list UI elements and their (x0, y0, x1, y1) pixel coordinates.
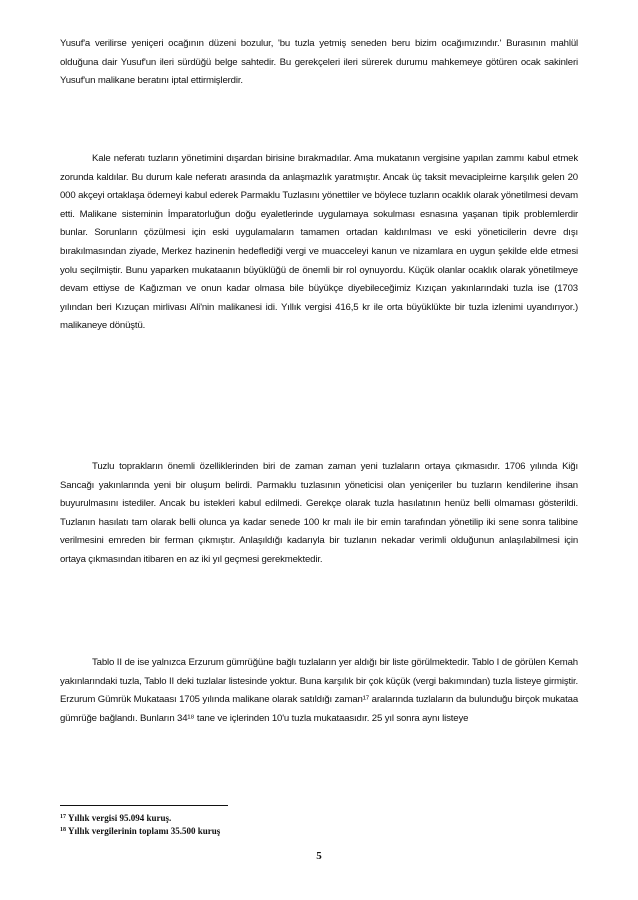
footnotes (60, 812, 460, 837)
footnote-17 (60, 812, 460, 825)
paragraph-1: Yusuf'a verilirse yeniçeri ocağının düzeni bozulur, 'bu tuzla yetmiş seneden beru bizim ocağımızındır.' Burasının mahlül olduğuna dair Yusuf'un ileri sürdüğü belge sahtedir. Bu gerekçeleri ileri sürerek durumu mahkemeye götüren ocak sakinleri Yusuf'un malikane beratını iptal ettirmişlerdir. (60, 38, 578, 87)
footnote-18-number: 18 (60, 826, 66, 833)
footnote-separator (60, 805, 228, 806)
page-number: 5 (316, 850, 322, 862)
paragraph-3: Tuzlu toprakların önemli özelliklerinden biri de zaman zaman yeni tuzlaların ortaya çıkmasıdır. 1706 yılında Kiğı Sancağı yakınlarında yeni bir oluşum belirdi. Parmaklu tuzlasının yöneticisi olan yeniçeriler bu tuzların kendilerine ihsan buyurulmasını istediler. Ancak bu istekleri kabul edilmedi. Gerekçe olarak tuzla hasılatının henüz belli olmaması gösterildi. Tuzlanın hasılatı tam olarak belli olunca ya kadar senede 100 kr malı ile bir emin tarafından yönetilip iki sene sonra talibine verilmesini emreden bir ferman çıkmıştır. Anlaşıldığı kadarıyla bir tuzlanın nekadar verimli olduğunun anlaşılabilmesi için ortaya çıkmasından itibaren en az iki yıl geçmesi gerekmektedir. (60, 461, 578, 565)
footnote-17-number: 17 (60, 814, 66, 820)
paragraph-2: Kale neferatı tuzların yönetimini dışardan birisine bırakmadılar. Ama mukatanın vergisine yapılan zammı kabul etmek zorunda kaldılar. Bu durum kale neferatı arasında da anlaşmazlık yaratmıştır. Ancak üç taksit mevacipleirne karşılık gelen 20 000 akçeyi ortaklaşa ödemeyi kabul ederek Parmaklu Tuzlasını yönettiler ve böylece tuzların ocaklık olarak yönetilmesi devam etti. Malikane sisteminin İmparatorluğun doğu eyaletlerinde uygulamaya sokulması esnasına yaşanan tipik problemlerdir bunlar. Sorunların çözülmesi için eski uygulamaların tamamen ortadan kaldırılması ve eski yöneticilerin devre dışı bırakılmasından ziyade, Merkez hazinenin hedeflediği vergi ve muacceleyi kanun ve nizamlara en uygun şekilde elde etmesi yolu seçilmiştir. Bunu yaparken mukataanın büyüklüğü de önemli bir rol oynuyordu. Küçük olanlar ocaklık olarak yönetilmeye devam ettiyse de Kağızman ve onun kadar olmasa bile büyükçe diyebileceğimiz Kızıçan yakınlarındaki tuzla ise (1703 yılından beri Kızuçan mirlivası Ali'nin malikanesi idi. Yıllık vergisi 416,5 kr ile orta büyüklükte bir tuzla izlenimi uyandırıyor.) malikaneye dönüştü. (60, 153, 578, 332)
footnote-18 (60, 825, 460, 838)
paragraph-4: Tablo II de ise yalnızca Erzurum gümrüğüne bağlı tuzlaların yer aldığı bir liste görülmektedir. Tablo I de görülen Kemah yakınlarındaki tuzla, Tablo II deki tuzlalar listesinde yoktur. Buna karşılık bir çok küçük (vergi bakımından) tuzla listeye girmiştir. Erzurum Gümrük Mukataası 1705 yılında malikane olarak satıldığı zaman¹⁷ aralarında tuzlaların da bulunduğu birçok mukataa gümrüğe bağlandı. Bunların 34¹⁸ tane ve içlerinden 10'u tuzla mukataasıdır. 25 yıl sonra aynı listeye (60, 657, 578, 724)
footnote-17-text: Yıllık vergisi 95.094 kuruş. (68, 813, 172, 823)
footnote-18-text: Yıllık vergilerinin toplamı 35.500 kuruş (68, 825, 221, 836)
